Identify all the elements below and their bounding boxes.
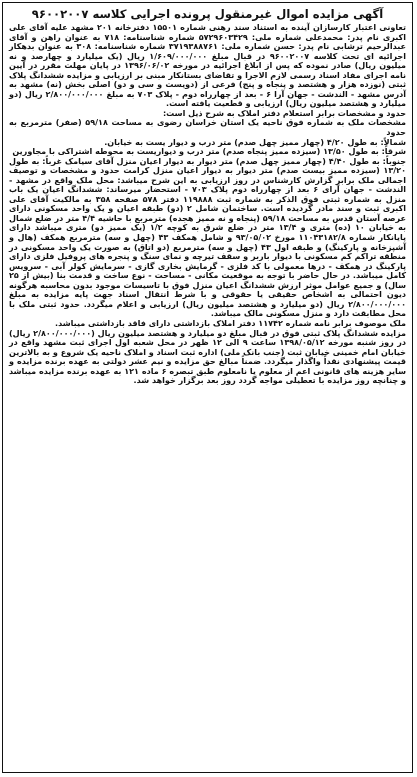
seizure-status-paragraph: ملک موصوف برابر نامه شماره ۱۱۷۴۲ دفتر املاک بازداشتی دارای فاقد بازداشتی میباشد. <box>55 318 406 328</box>
north-boundary-line: شمالاً: به طول ۴/۲۰ (چهار ممیز چهل صدم) متر درب و دیوار یست به خیابان. <box>104 137 406 147</box>
auction-terms-paragraph: مزایده ششدانگ پلاک ثبتی فوق در قبال مبلغ دو میلیارد و هشتصد میلیون ریال (۲/۸۰۰/۰۰۰/۰۰۰ ریال) در روز شنبه مورخه ۱۳۹۸/۰۵/۱۲ ساعت ۹ الی ۱۲ ظهر در محل شعبه اول اجرای ثبت مشهد واقع در خیابان امام خمینی خیابان ثبت (جنب بانک ملی) اداره ثبت اسناد و املاک ناحیه یک شروع و به بالاترین قیمت پیشنهادی نقداً واگذار میگردد. ضمناً مبالغ حق مزایده و نیم عشر دولتی به عهده برنده مزایده و سایر هزینه های قانونی اعم از معلوم یا نامعلوم طبق تبصره ۶ ماده ۱۲۱ به عهده برنده مزایده میباشد و چنانچه روز مزایده با تعطیلی مواجه گردد روز بعد برگزار خواهد شد. <box>9 328 407 386</box>
boundaries-heading: حدود و مشخصات برابر استعلام دفتر املاک به شرح ذیل است: <box>162 108 406 118</box>
notice-intro-paragraph: تعاونی اعتبار کارسازان آینده به استناد سند رهنی شماره ۱۵۵۰۱ دفترخانه ۲۰۱ مشهد علیه آقای علی اکبری نام پدر: محمدعلی شماره ملی: ۵۷۲۹۶۰۳۴۲۹ شماره شناسنامه: ۷۱۸ به عنوان راهن و آقای عبدالرحیم ترشابی نام پدر: حسن شماره ملی: ۳۷۱۹۳۸۸۷۶۱ شماره شناسنامه: ۳۰۸ به عنوان بدهکار اجرائیه ای تحت کلاسه ۹۶۰۰۲۰۰۷ در قبال مبلغ ۱/۶۰۹/۰۰۰/۰۰۰ ریال (یک میلیارد و چهارصد و نه میلیون ریال) صادر نموده که پس از ابلاغ اجرائیه در مورخه ۱۳۹۶/۰۶/۰۲ در پایان مهلت مقرر در آیین نامه اجرای مفاد اسناد رسمی لازم الاجرا و تقاضای بستانکار مبنی بر ارزیابی و مزایده ششدانگ پلاک ثبتی (نوزده هزار و هشتصد و پنجاه و پنج) فرعی از (دویست و سی و دو) اصلی بخش (نه) مشهد به آدرس مشهد - الندشت - جهان آرا ۶ - بعد از چهارراه دوم - پلاک ۷۰۳ به مبلغ ۲/۸۰۰/۰۰۰/۰۰۰ ریال (دو میلیارد و هشتصد میلیون ریال) ارزیابی و قطعیت یافته است. <box>9 23 407 109</box>
auction-notice <box>2 2 413 773</box>
property-specs-paragraph: مشخصات ملک به شماره فوق ناحیه یک استان خراسان رضوی به مساحت ۵۹/۱۸ (صفر) مترمربع به حدود <box>9 118 406 138</box>
appraisal-description-paragraph: جنوباً: به طول ۴/۴۰ (چهار ممیز چهل صدم) متر دیوار به دیوار اعیان منزل آقای سیامک غرباً: به طول ۱۳/۲۰ (سیزده ممیز بیست صدم) متر دیوار به دیوار اعیان منزل کرامت حدود و مشخصات و توصیف اجمالی ملک برابر گزارش کارشناس در روز ارزیابی به این شرح میباشد: محل ملک واقع در مشهد - الندشت - جهان آرای ۶ بعد از چهارراه دوم پلاک ۷۰۳ - استحضار میرساند: ششدانگ اعیان یک باب منزل به شماره ثبتی فوق الذکر به شماره ثبت ۱۱۹۸۸۸ دفتر ۵۷۸ صفحه ۳۵۸ به مالکیت آقای علی اکبری ثبت و سند مادر گردیده است. ساختمان شامل ۲ (دو) طبقه اعیان و یک واحد مسکونی دارای عرصه آستان قدس به مساحت ۵۹/۱۸ (پنجاه و نه ممیز هجده) مترمربع با حاشیه ۴/۴ متر در ضلع شمال به خیابان ۱۰ (ده) متری و ۱۳/۴ متر در ضلع شرق به کوچه ۱/۲ (یک ممیز دو) متری میباشد دارای پایانکار شماره ۱۱۰۴۳۱۸۲/۸ مورخ ۹۳/۰۵/۰۲ و شامل همکف ۴۳ (چهل و سه) مترمربع همکف (هال و آشپزخانه و پارکینگ) و طبقه اول ۴۳ (چهل و سه) مترمربع (دو اتاق) به صورت یک واحد مسکونی در منطقه تراکم کم مسکونی با دیوار باربر و سقف تیرچه و نمای سنگ و پنجره های پروفیل فلزی دارای پارکینگ در همکف - درها معمولی با کد فلزی - گرمایش بخاری گازی - سرمایش کولر آبی - سرویس کامل میباشد. در حال حاضر با توجه به موقعیت مکانی - مساحت - نوع ساخت و قدمت بنا (بیش از ۲۵ سال) و جمیع عوامل موثر ارزش ششدانگ اعیان منزل فوق با تاسیسات موجود بدون محاسبه هرگونه دیون احتمالی به اشخاص حقیقی یا حقوقی و با شرط انتقال اسناد جهت پایه مزایده به مبلغ ۲/۸۰۰/۰۰۰/۰۰۰ ریال (دو میلیارد و هشتصد میلیون ریال) ارزیابی و اعلام میگردد. حدود ثبتی ملک با محل مطابقت دارد و منزل مسکونی مالک میباشد. <box>9 156 407 319</box>
east-boundary-line: شرقاً: به طول ۱۳/۵۰ (سیزده ممیز پنجاه صدم) متر درب و دیواریست به محوطه اشتراکی با مجاورین <box>12 147 406 157</box>
notice-title: آگهی مزایده اموال غیرمنقول پرونده اجرایی کلاسه ۹۶۰۰۲۰۰۷ <box>31 7 384 21</box>
